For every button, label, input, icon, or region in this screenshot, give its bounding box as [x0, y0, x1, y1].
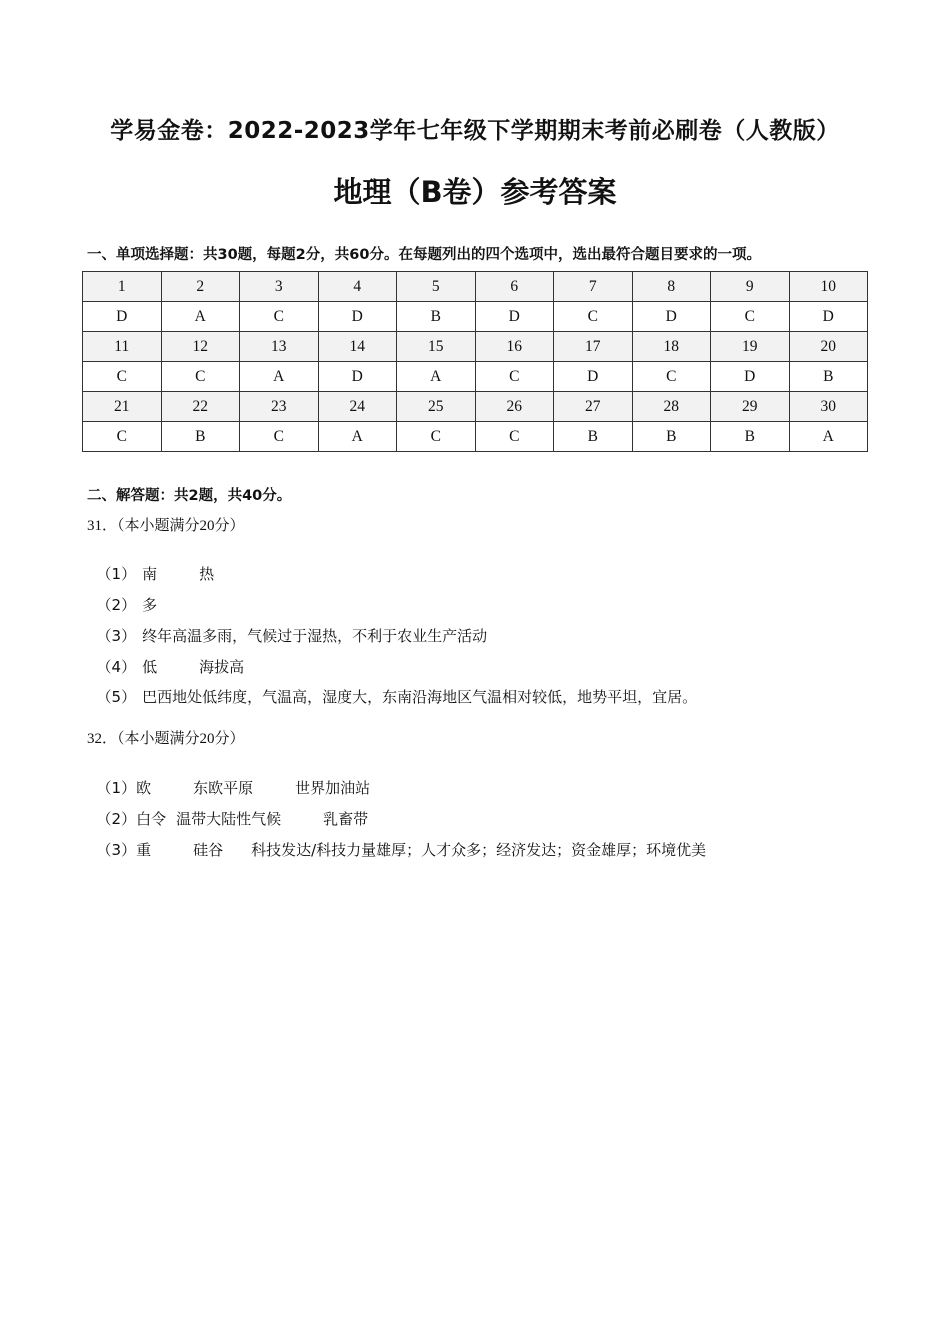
answer-part: 终年高温多雨，气候过于湿热，不利于农业生产活动	[142, 627, 488, 645]
question-number: 22	[161, 392, 240, 422]
question-number: 20	[789, 332, 868, 362]
answer-label: （5）	[96, 688, 137, 706]
question-number: 29	[711, 392, 790, 422]
q31-answer-5	[87, 668, 697, 707]
answer-cell: A	[789, 422, 868, 452]
answer-cell: D	[318, 302, 397, 332]
answer-cell: D	[789, 302, 868, 332]
answer-label: （3）	[96, 841, 137, 859]
q32-title: 32．（本小题满分20分）	[87, 731, 245, 747]
q31-title: 31．（本小题满分20分）	[87, 518, 245, 534]
answer-cell: B	[554, 422, 633, 452]
question-number: 10	[789, 272, 868, 302]
answer-cell: C	[632, 362, 711, 392]
answer-part: 硅谷	[193, 841, 224, 859]
section1-heading: 一、单项选择题：共30题，每题2分，共60分。在每题列出的四个选项中，选出最符合题目要求的一项。	[87, 247, 761, 263]
answer-part: 热	[199, 565, 215, 583]
question-number: 30	[789, 392, 868, 422]
answer-cell: C	[240, 302, 319, 332]
answer-cell: D	[318, 362, 397, 392]
question-number: 18	[632, 332, 711, 362]
question-number: 13	[240, 332, 319, 362]
table-row-numbers	[83, 392, 868, 422]
answer-table	[82, 271, 868, 452]
document-subtitle: 地理（B卷）参考答案	[333, 175, 617, 209]
question-number: 16	[475, 332, 554, 362]
answer-part: 白令	[136, 810, 167, 828]
question-number: 9	[711, 272, 790, 302]
question-number: 7	[554, 272, 633, 302]
answer-cell: C	[475, 362, 554, 392]
section2-heading: 二、解答题：共2题，共40分。	[87, 488, 292, 504]
answer-label: （1）	[96, 779, 137, 797]
answer-cell: D	[711, 362, 790, 392]
question-number: 19	[711, 332, 790, 362]
answer-cell: C	[240, 422, 319, 452]
answer-part: 巴西地处低纬度，气温高，湿度大，东南沿海地区气温相对较低，地势平坦，宜居。	[142, 688, 698, 706]
answer-cell: B	[711, 422, 790, 452]
table-row-numbers	[83, 272, 868, 302]
answer-part: 重	[136, 841, 152, 859]
answer-cell: B	[161, 422, 240, 452]
question-number: 12	[161, 332, 240, 362]
question-number: 27	[554, 392, 633, 422]
question-number: 11	[83, 332, 162, 362]
answer-cell: C	[554, 302, 633, 332]
table-row-answers	[83, 362, 868, 392]
answer-cell: B	[789, 362, 868, 392]
answer-part: 欧	[136, 779, 152, 797]
answer-part: 乳畜带	[323, 810, 369, 828]
answer-cell: C	[83, 362, 162, 392]
answer-label: （4）	[96, 658, 137, 676]
answer-cell: C	[475, 422, 554, 452]
answer-label: （1）	[96, 565, 137, 583]
question-number: 5	[397, 272, 476, 302]
question-number: 24	[318, 392, 397, 422]
answer-part: 世界加油站	[295, 779, 371, 797]
answer-part: 科技发达/科技力量雄厚；人才众多；经济发达；资金雄厚；环境优美	[251, 841, 707, 859]
question-number: 21	[83, 392, 162, 422]
table-row-numbers	[83, 332, 868, 362]
answer-cell: A	[318, 422, 397, 452]
answer-cell: B	[397, 302, 476, 332]
answer-cell: D	[83, 302, 162, 332]
answer-label: （2）	[96, 810, 137, 828]
answer-cell: C	[711, 302, 790, 332]
answer-part: 南	[142, 565, 158, 583]
document-title: 学易金卷：2022-2023学年七年级下学期期末考前必刷卷（人教版）	[110, 118, 840, 144]
question-number: 28	[632, 392, 711, 422]
answer-part: 多	[142, 596, 158, 614]
answer-cell: C	[83, 422, 162, 452]
answer-cell: C	[161, 362, 240, 392]
answer-part: 东欧平原	[193, 779, 254, 797]
answer-part: 温带大陆性气候	[176, 810, 282, 828]
question-number: 23	[240, 392, 319, 422]
answer-cell: A	[240, 362, 319, 392]
answer-cell: A	[397, 362, 476, 392]
table-row-answers	[83, 302, 868, 332]
answer-cell: D	[554, 362, 633, 392]
question-number: 15	[397, 332, 476, 362]
table-row-answers	[83, 422, 868, 452]
answer-label: （3）	[96, 627, 137, 645]
question-number: 6	[475, 272, 554, 302]
answer-cell: D	[475, 302, 554, 332]
answer-cell: C	[397, 422, 476, 452]
question-number: 25	[397, 392, 476, 422]
question-number: 14	[318, 332, 397, 362]
question-number: 1	[83, 272, 162, 302]
q32-answer-3	[87, 821, 706, 860]
question-number: 3	[240, 272, 319, 302]
answer-part: 低	[142, 658, 158, 676]
question-number: 2	[161, 272, 240, 302]
question-number: 17	[554, 332, 633, 362]
answer-cell: B	[632, 422, 711, 452]
question-number: 4	[318, 272, 397, 302]
answer-cell: A	[161, 302, 240, 332]
answer-part: 海拔高	[199, 658, 245, 676]
answer-label: （2）	[96, 596, 137, 614]
answer-cell: D	[632, 302, 711, 332]
question-number: 26	[475, 392, 554, 422]
question-number: 8	[632, 272, 711, 302]
